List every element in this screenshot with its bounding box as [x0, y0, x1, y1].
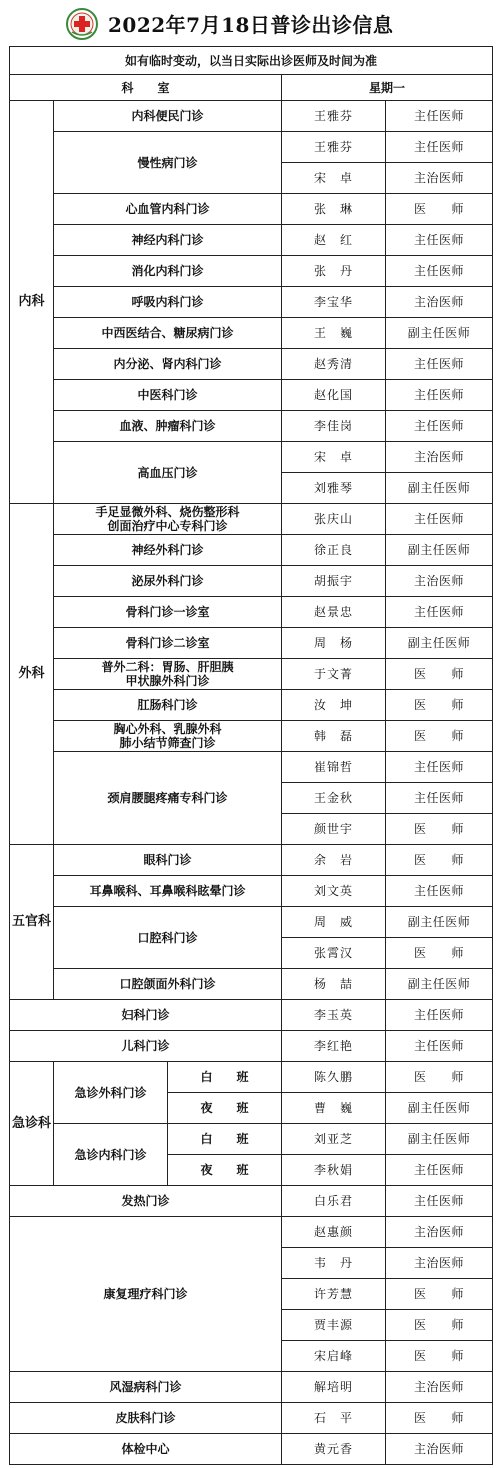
table-row	[10, 752, 493, 783]
table-row	[10, 659, 493, 690]
doctor-cell: 宋启峰	[282, 1341, 386, 1372]
shift-cell: 夜 班	[168, 1093, 282, 1124]
dept-cell: 骨科门诊一诊室	[54, 597, 282, 628]
doctor-cell: 赵秀清	[282, 349, 386, 380]
title-cell: 医 师	[386, 845, 493, 876]
table-row	[10, 349, 493, 380]
title-cell: 主任医师	[386, 256, 493, 287]
doctor-cell: 石 平	[282, 1403, 386, 1434]
doctor-cell: 杨 喆	[282, 969, 386, 1000]
title-cell: 医 师	[386, 1279, 493, 1310]
title-cell: 主任医师	[386, 504, 493, 535]
table-row	[10, 597, 493, 628]
table-row	[10, 628, 493, 659]
doctor-cell: 李宝华	[282, 287, 386, 318]
group-jizhen: 急诊科	[10, 1062, 54, 1186]
title-cell: 副主任医师	[386, 628, 493, 659]
doctor-cell: 张霄汉	[282, 938, 386, 969]
dept-cell: 体检中心	[10, 1434, 282, 1465]
title-cell: 主治医师	[386, 1248, 493, 1279]
table-row	[10, 256, 493, 287]
dept-cell: 高血压门诊	[54, 442, 282, 504]
dept-cell: 中医科门诊	[54, 380, 282, 411]
doctor-cell: 李红艳	[282, 1031, 386, 1062]
doctor-cell: 宋 卓	[282, 163, 386, 194]
dept-cell: 康复理疗科门诊	[10, 1217, 282, 1372]
title-cell: 主治医师	[386, 1372, 493, 1403]
dept-line: 普外二科：胃肠、肝胆胰	[101, 660, 234, 674]
title-cell: 医 师	[386, 194, 493, 225]
doctor-cell: 曹 巍	[282, 1093, 386, 1124]
title-cell: 主治医师	[386, 1434, 493, 1465]
title-cell: 主任医师	[386, 876, 493, 907]
doctor-cell: 白乐君	[282, 1186, 386, 1217]
doctor-cell: 赵景忠	[282, 597, 386, 628]
table-row	[10, 690, 493, 721]
dept-cell: 神经外科门诊	[54, 535, 282, 566]
dept-cell: 中西医结合、糖尿病门诊	[54, 318, 282, 349]
header-row	[10, 75, 493, 101]
title-cell: 主任医师	[386, 1031, 493, 1062]
table-row	[10, 876, 493, 907]
title-cell: 主治医师	[386, 566, 493, 597]
title-cell: 主任医师	[386, 783, 493, 814]
doctor-cell: 李佳岗	[282, 411, 386, 442]
doctor-cell: 许芳慧	[282, 1279, 386, 1310]
dept-cell: 口腔颌面外科门诊	[54, 969, 282, 1000]
dept-cell: 妇科门诊	[10, 1000, 282, 1031]
doctor-cell: 周 威	[282, 907, 386, 938]
dept-cell: 发热门诊	[10, 1186, 282, 1217]
dept-cell: 血液、肿瘤科门诊	[54, 411, 282, 442]
title-cell: 主治医师	[386, 163, 493, 194]
dept-cell: 颈肩腰腿疼痛专科门诊	[54, 752, 282, 845]
doctor-cell: 于文菁	[282, 659, 386, 690]
table-row	[10, 535, 493, 566]
table-row	[10, 1434, 493, 1465]
doctor-cell: 刘文英	[282, 876, 386, 907]
dept-cell: 骨科门诊二诊室	[54, 628, 282, 659]
dept-cell: 风湿病科门诊	[10, 1372, 282, 1403]
title-cell: 主任医师	[386, 1155, 493, 1186]
doctor-cell: 李玉英	[282, 1000, 386, 1031]
table-row	[10, 194, 493, 225]
dept-cell: 口腔科门诊	[54, 907, 282, 969]
title-cell: 副主任医师	[386, 969, 493, 1000]
title-cell: 医 师	[386, 1062, 493, 1093]
doctor-cell: 王金秋	[282, 783, 386, 814]
title-cell: 副主任医师	[386, 318, 493, 349]
group-neike: 内科	[10, 101, 54, 504]
department-header: 科 室	[10, 75, 282, 101]
title-cell: 医 师	[386, 721, 493, 752]
table-row	[10, 225, 493, 256]
table-row	[10, 1124, 493, 1155]
doctor-cell: 张 琳	[282, 194, 386, 225]
title-cell: 主任医师	[386, 597, 493, 628]
title-cell: 主任医师	[386, 411, 493, 442]
doctor-cell: 周 杨	[282, 628, 386, 659]
group-waike: 外科	[10, 504, 54, 845]
table-row	[10, 1031, 493, 1062]
dept-cell: 内科便民门诊	[54, 101, 282, 132]
doctor-cell: 汝 坤	[282, 690, 386, 721]
title-cell: 主任医师	[386, 132, 493, 163]
title-cell: 医 师	[386, 690, 493, 721]
title-cell: 主治医师	[386, 287, 493, 318]
dept-cell: 神经内科门诊	[54, 225, 282, 256]
doctor-cell: 李秋娟	[282, 1155, 386, 1186]
notice-text: 如有临时变动，以当日实际出诊医师及时间为准	[10, 47, 493, 75]
dept-cell: 儿科门诊	[10, 1031, 282, 1062]
dept-line: 胸心外科、乳腺外科	[113, 722, 222, 736]
dept-line: 创面治疗中心专科门诊	[107, 519, 228, 533]
doctor-cell: 韦 丹	[282, 1248, 386, 1279]
table-row	[10, 1000, 493, 1031]
dept-line: 手足显微外科、烧伤整形科	[95, 505, 240, 519]
doctor-cell: 张 丹	[282, 256, 386, 287]
dept-cell: 心血管内科门诊	[54, 194, 282, 225]
table-row	[10, 132, 493, 163]
title-cell: 主任医师	[386, 225, 493, 256]
table-row	[10, 1372, 493, 1403]
title-cell: 副主任医师	[386, 1093, 493, 1124]
doctor-cell: 崔锦哲	[282, 752, 386, 783]
doctor-cell: 刘雅琴	[282, 473, 386, 504]
dept-cell	[54, 721, 282, 752]
dept-line: 甲状腺外科门诊	[125, 674, 210, 688]
doctor-cell: 解培明	[282, 1372, 386, 1403]
doctor-cell: 赵化国	[282, 380, 386, 411]
table-row	[10, 442, 493, 473]
table-row	[10, 1062, 493, 1093]
title-cell: 医 师	[386, 938, 493, 969]
doctor-cell: 徐正良	[282, 535, 386, 566]
doctor-cell: 贾丰源	[282, 1310, 386, 1341]
title-cell: 主任医师	[386, 1186, 493, 1217]
dept-cell: 急诊外科门诊	[54, 1062, 168, 1124]
title-cell: 医 师	[386, 1403, 493, 1434]
doctor-cell: 陈久鹏	[282, 1062, 386, 1093]
dept-cell: 肛肠科门诊	[54, 690, 282, 721]
table-row	[10, 1217, 493, 1248]
doctor-cell: 王雅芬	[282, 101, 386, 132]
table-row	[10, 1186, 493, 1217]
title-cell: 主任医师	[386, 1000, 493, 1031]
title-cell: 副主任医师	[386, 907, 493, 938]
title-cell: 副主任医师	[386, 473, 493, 504]
title-cell: 主任医师	[386, 349, 493, 380]
doctor-cell: 赵惠颜	[282, 1217, 386, 1248]
dept-cell: 眼科门诊	[54, 845, 282, 876]
notice-row	[10, 47, 493, 75]
table-row	[10, 566, 493, 597]
doctor-cell: 黄元香	[282, 1434, 386, 1465]
table-row	[10, 380, 493, 411]
title-cell: 副主任医师	[386, 1124, 493, 1155]
dept-cell	[54, 659, 282, 690]
doctor-cell: 韩 磊	[282, 721, 386, 752]
monday-header: 星期一	[282, 75, 493, 101]
title-cell: 医 师	[386, 1310, 493, 1341]
table-row	[10, 287, 493, 318]
table-row	[10, 969, 493, 1000]
title-bar	[0, 0, 500, 46]
dept-cell: 皮肤科门诊	[10, 1403, 282, 1434]
title-cell: 主任医师	[386, 380, 493, 411]
shift-cell: 白 班	[168, 1124, 282, 1155]
dept-cell: 慢性病门诊	[54, 132, 282, 194]
doctor-cell: 王 巍	[282, 318, 386, 349]
schedule-table	[9, 46, 493, 1465]
table-row	[10, 907, 493, 938]
page-title: 2022年7月18日普诊出诊信息	[108, 13, 394, 37]
dept-cell	[54, 504, 282, 535]
table-row	[10, 845, 493, 876]
dept-cell: 耳鼻喉科、耳鼻喉科眩晕门诊	[54, 876, 282, 907]
table-row	[10, 721, 493, 752]
doctor-cell: 赵 红	[282, 225, 386, 256]
title-cell: 主治医师	[386, 442, 493, 473]
dept-cell: 内分泌、肾内科门诊	[54, 349, 282, 380]
doctor-cell: 刘亚芝	[282, 1124, 386, 1155]
doctor-cell: 余 岩	[282, 845, 386, 876]
title-cell: 医 师	[386, 1341, 493, 1372]
table-row	[10, 504, 493, 535]
dept-cell: 呼吸内科门诊	[54, 287, 282, 318]
title-cell: 副主任医师	[386, 535, 493, 566]
hospital-logo-icon	[66, 8, 98, 40]
dept-cell: 消化内科门诊	[54, 256, 282, 287]
doctor-cell: 宋 卓	[282, 442, 386, 473]
doctor-cell: 张庆山	[282, 504, 386, 535]
dept-cell: 急诊内科门诊	[54, 1124, 168, 1186]
table-row	[10, 318, 493, 349]
doctor-cell: 颜世宇	[282, 814, 386, 845]
title-cell: 主任医师	[386, 752, 493, 783]
title-cell: 主治医师	[386, 1217, 493, 1248]
group-wuguan: 五官科	[10, 845, 54, 1000]
title-cell: 主任医师	[386, 101, 493, 132]
doctor-cell: 王雅芬	[282, 132, 386, 163]
shift-cell: 夜 班	[168, 1155, 282, 1186]
title-cell: 医 师	[386, 814, 493, 845]
table-row	[10, 411, 493, 442]
dept-cell: 泌尿外科门诊	[54, 566, 282, 597]
title-cell: 医 师	[386, 659, 493, 690]
dept-line: 肺小结节筛查门诊	[119, 736, 216, 750]
table-row	[10, 1403, 493, 1434]
doctor-cell: 胡振宇	[282, 566, 386, 597]
shift-cell: 白 班	[168, 1062, 282, 1093]
table-row	[10, 101, 493, 132]
